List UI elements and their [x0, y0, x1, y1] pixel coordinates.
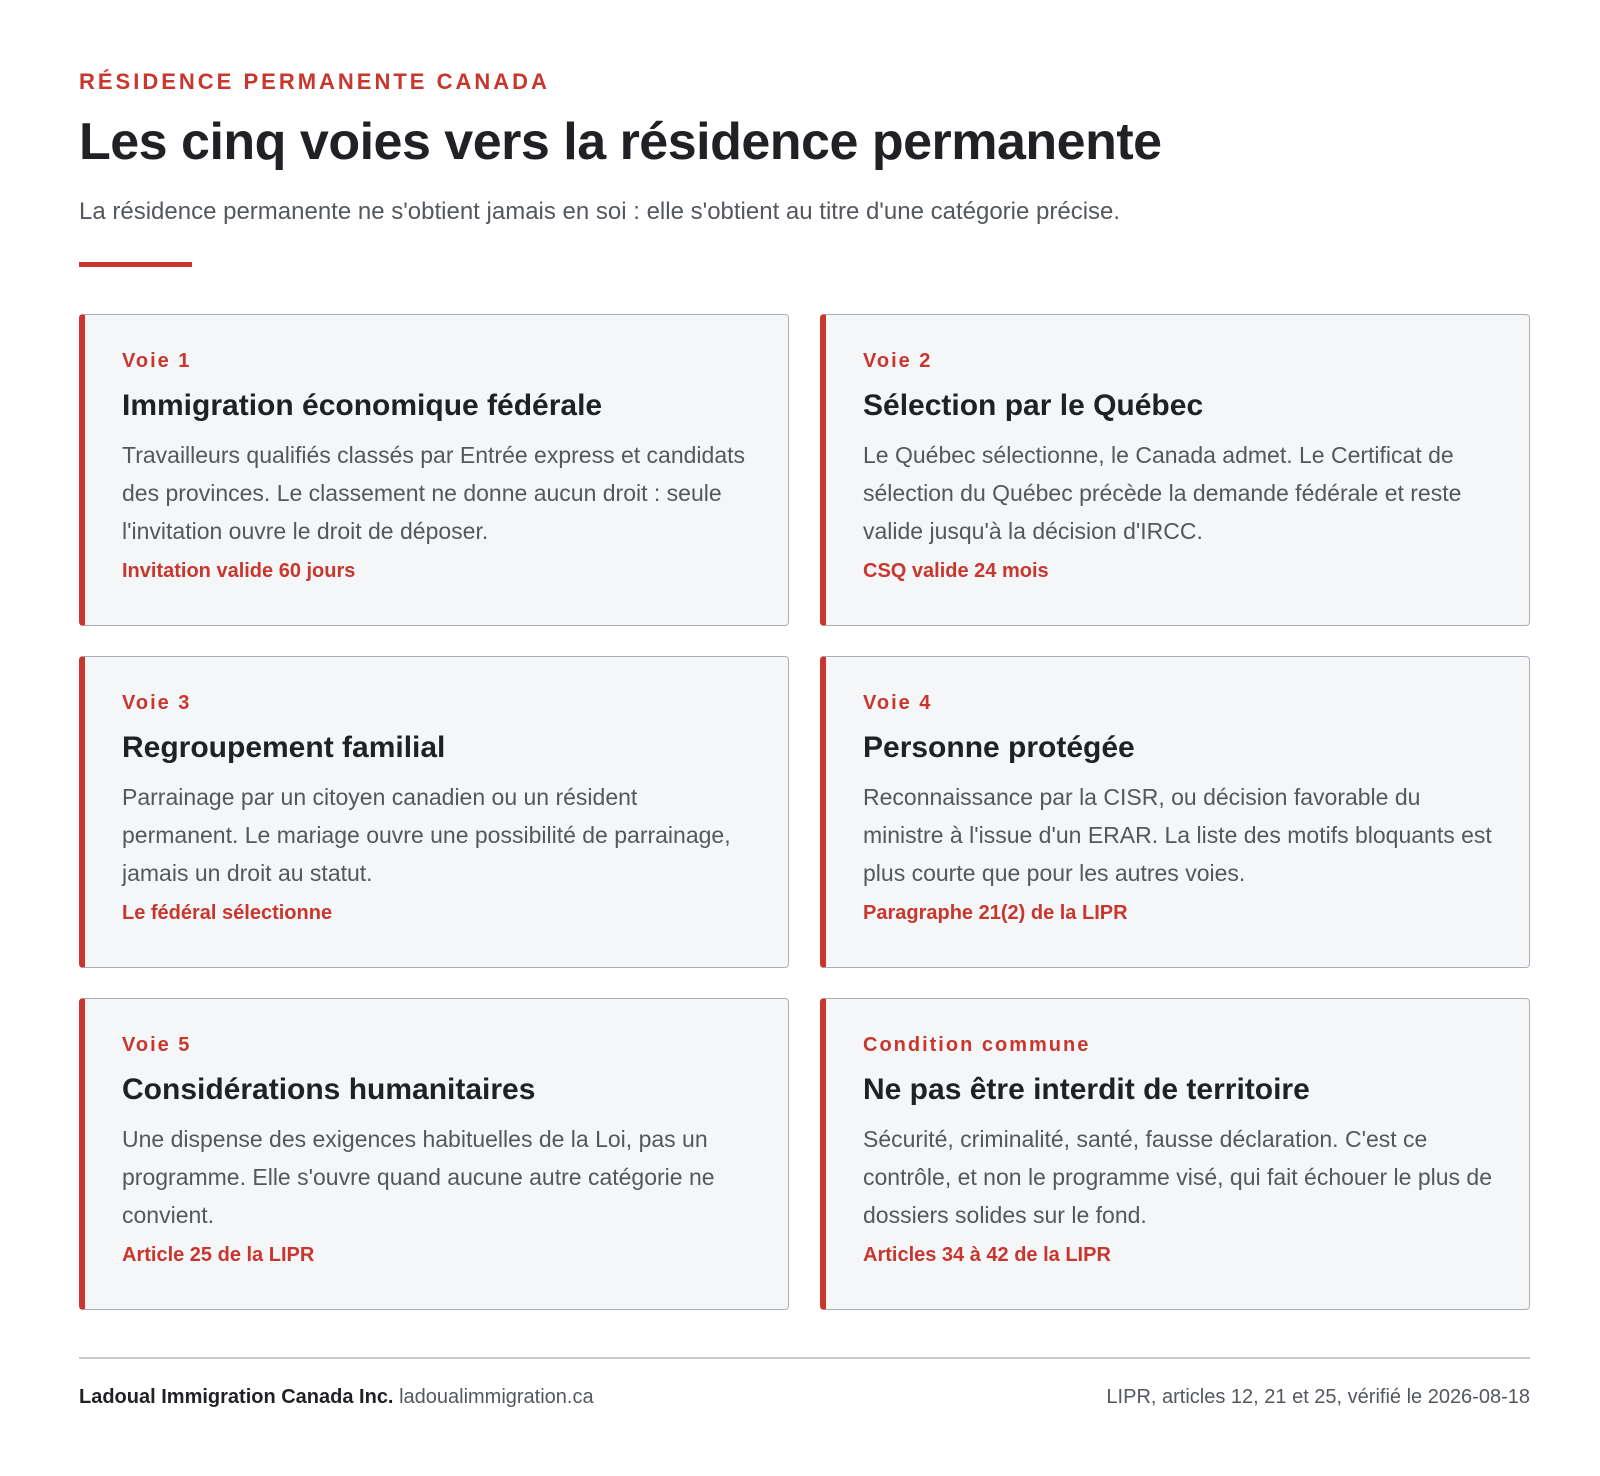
card-title: Sélection par le Québec [863, 389, 1204, 422]
card-body: Sécurité, criminalité, santé, fausse déclaration. C'est ce contrôle, et non le programme visé, qui fait échouer le plus de dossiers solides sur le fond. [863, 1126, 1493, 1228]
card-label: Voie 4 [863, 692, 933, 714]
page-subtitle: La résidence permanente ne s'obtient jamais en soi : elle s'obtient au titre d'une catégorie précise. [79, 198, 1121, 225]
card-title: Considérations humanitaires [122, 1073, 536, 1106]
card-note: Paragraphe 21(2) de la LIPR [863, 902, 1128, 924]
card-note: Article 25 de la LIPR [122, 1244, 315, 1266]
card-body: Une dispense des exigences habituelles de la Loi, pas un programme. Elle s'ouvre quand aucune autre catégorie ne convient. [122, 1126, 715, 1228]
footer-company: Ladoual Immigration Canada Inc. [79, 1386, 394, 1408]
footer-source: LIPR, articles 12, 21 et 25, vérifié le 2026-08-18 [1106, 1386, 1530, 1408]
card-title: Immigration économique fédérale [122, 389, 603, 422]
pathway-card-1 [79, 314, 789, 626]
pathway-card-3 [79, 656, 789, 968]
card-body: Reconnaissance par la CISR, ou décision favorable du ministre à l'issue d'un ERAR. La liste des motifs bloquants est plus courte que pour les autres voies. [863, 784, 1492, 886]
footer-website: ladoualimmigration.ca [399, 1386, 594, 1408]
card-label: Voie 1 [122, 350, 192, 372]
page-title: Les cinq voies vers la résidence permanente [79, 113, 1162, 171]
footer-brand [79, 1386, 594, 1409]
pathway-card-2 [820, 314, 1530, 626]
card-body: Le Québec sélectionne, le Canada admet. Le Certificat de sélection du Québec précède la demande fédérale et reste valide jusqu'à la décision d'IRCC. [863, 442, 1462, 544]
card-label: Voie 2 [863, 350, 933, 372]
card-label: Voie 3 [122, 692, 192, 714]
card-note: Articles 34 à 42 de la LIPR [863, 1244, 1111, 1266]
footer-divider [79, 1357, 1530, 1359]
card-body: Travailleurs qualifiés classés par Entrée express et candidats des provinces. Le classement ne donne aucun droit : seule l'invitation ouvre le droit de déposer. [122, 442, 745, 544]
accent-divider [79, 262, 192, 267]
card-title: Regroupement familial [122, 731, 446, 764]
pathway-card-5 [79, 998, 789, 1310]
eyebrow-label: RÉSIDENCE PERMANENTE CANADA [79, 69, 550, 94]
pathway-card-4 [820, 656, 1530, 968]
card-label: Voie 5 [122, 1034, 192, 1056]
card-body: Parrainage par un citoyen canadien ou un résident permanent. Le mariage ouvre une possibilité de parrainage, jamais un droit au statut. [122, 784, 731, 886]
card-note: Le fédéral sélectionne [122, 902, 333, 924]
card-note: Invitation valide 60 jours [122, 560, 356, 582]
card-note: CSQ valide 24 mois [863, 560, 1049, 582]
card-title: Personne protégée [863, 731, 1135, 764]
card-label: Condition commune [863, 1034, 1091, 1056]
pathways-grid [79, 314, 1530, 1310]
card-title: Ne pas être interdit de territoire [863, 1073, 1310, 1106]
common-condition-card [820, 998, 1530, 1310]
